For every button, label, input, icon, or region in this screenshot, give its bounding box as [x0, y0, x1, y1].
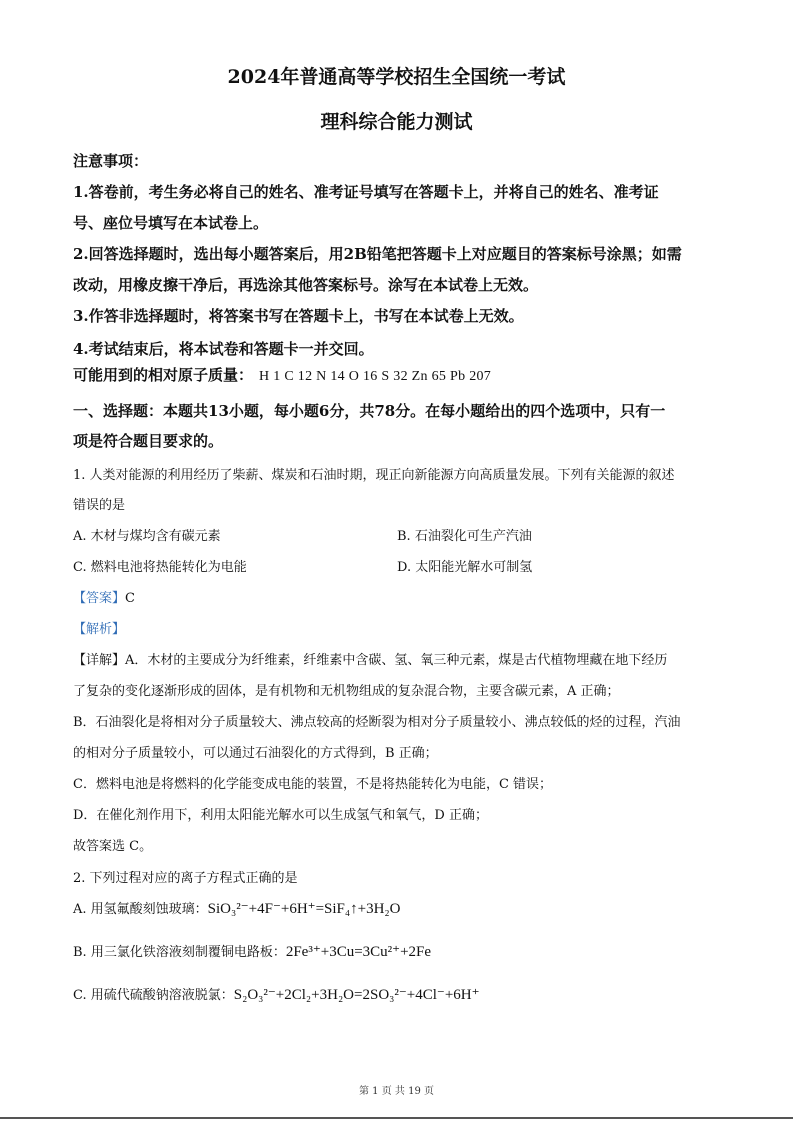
q1-option-b: B. 石油裂化可生产汽油 — [397, 529, 532, 544]
atomic-mass-label: 可能用到的相对原子质量： — [73, 366, 254, 384]
detail-line-5: C．燃料电池是将燃料的化学能变成电能的装置，不是将热能转化为电能，C 错误； — [73, 777, 553, 792]
q2-option-c — [73, 984, 480, 1004]
q1-stem-line-1: 1. 人类对能源的利用经历了柴薪、煤炭和石油时期，现正向新能源方向高质量发展。下列有关能源的叙述 — [73, 468, 675, 483]
notice-item-3: 3.作答非选择题时，将答案书写在答题卡上，书写在本试卷上无效。 — [73, 307, 524, 325]
q2-option-c-label: C. 用硫代硫酸钠溶液脱氯： — [73, 988, 234, 1003]
notice-item-1-line-1: 1.答卷前，考生务必将自己的姓名、准考证号填写在答题卡上，并将自己的姓名、准考证 — [73, 183, 659, 201]
q1-option-d: D. 太阳能光解水可制氢 — [397, 560, 533, 575]
analysis-tag: 【解析】 — [73, 622, 126, 637]
section-heading-line-1: 一、选择题：本题共13小题，每小题6分，共78分。在每小题给出的四个选项中，只有一 — [73, 402, 666, 420]
exam-title: 2024年普通高等学校招生全国统一考试 — [227, 66, 566, 88]
q1-conclusion: 故答案选 C。 — [73, 839, 153, 854]
q2-option-c-equation: S₂O₃²⁻+2Cl₂+3H₂O=2SO₃²⁻+4Cl⁻+6H⁺ — [233, 987, 480, 1003]
exam-subtitle: 理科综合能力测试 — [320, 111, 473, 133]
atomic-mass-row — [73, 364, 491, 385]
q2-option-a-equation: SiO₃²⁻+4F⁻+6H⁺=SiF₄↑+3H₂O — [207, 901, 401, 917]
notice-item-2-line-1: 2.回答选择题时，选出每小题答案后，用2B铅笔把答题卡上对应题目的答案标号涂黑；如需 — [73, 245, 682, 263]
detail-tag: 【详解】 — [73, 653, 126, 668]
q2-option-a-label: A. 用氢氟酸刻蚀玻璃： — [73, 902, 208, 917]
detail-text-1: A．木材的主要成分为纤维素，纤维素中含碳、氢、氧三种元素，煤是古代植物埋藏在地下经历 — [125, 653, 668, 668]
q1-answer-row — [73, 587, 135, 606]
q2-option-b-label: B. 用三氯化铁溶液刻制覆铜电路板： — [73, 945, 286, 960]
notice-heading: 注意事项： — [73, 152, 149, 170]
notice-item-2-line-2: 改动，用橡皮擦干净后，再选涂其他答案标号。涂写在本试卷上无效。 — [73, 276, 539, 294]
notice-item-4: 4.考试结束后，将本试卷和答题卡一并交回。 — [73, 340, 374, 358]
detail-line-2: 了复杂的变化逐渐形成的固体，是有机物和无机物组成的复杂混合物，主要含碳元素，A 正确； — [73, 684, 620, 699]
detail-line-6: D．在催化剂作用下，利用太阳能光解水可以生成氢气和氧气，D 正确； — [73, 808, 488, 823]
q1-option-a: A. 木材与煤均含有碳元素 — [73, 529, 221, 544]
detail-line-3: B．石油裂化是将相对分子质量较大、沸点较高的烃断裂为相对分子质量较小、沸点较低的烃的过程，汽油 — [73, 715, 681, 730]
q2-option-b-equation: 2Fe³⁺+3Cu=3Cu²⁺+2Fe — [285, 944, 432, 960]
atomic-mass-values: H 1 C 12 N 14 O 16 S 32 Zn 65 Pb 207 — [259, 369, 492, 384]
bottom-rule — [0, 1117, 793, 1119]
q2-option-a — [73, 898, 400, 918]
section-heading-line-2: 项是符合题目要求的。 — [73, 432, 224, 450]
detail-line-4: 的相对分子质量较小，可以通过石油裂化的方式得到，B 正确； — [73, 746, 438, 761]
q2-option-b — [73, 941, 431, 961]
q1-stem-line-2: 错误的是 — [73, 498, 126, 513]
page-number: 第 1 页 共 19 页 — [359, 1086, 434, 1097]
q2-stem: 2. 下列过程对应的离子方程式正确的是 — [73, 871, 298, 886]
notice-item-1-line-2: 号、座位号填写在本试卷上。 — [73, 214, 269, 232]
detail-line-1 — [73, 649, 667, 668]
answer-value: C — [125, 591, 135, 606]
answer-tag: 【答案】 — [73, 591, 126, 606]
q1-option-c: C. 燃料电池将热能转化为电能 — [73, 560, 247, 575]
